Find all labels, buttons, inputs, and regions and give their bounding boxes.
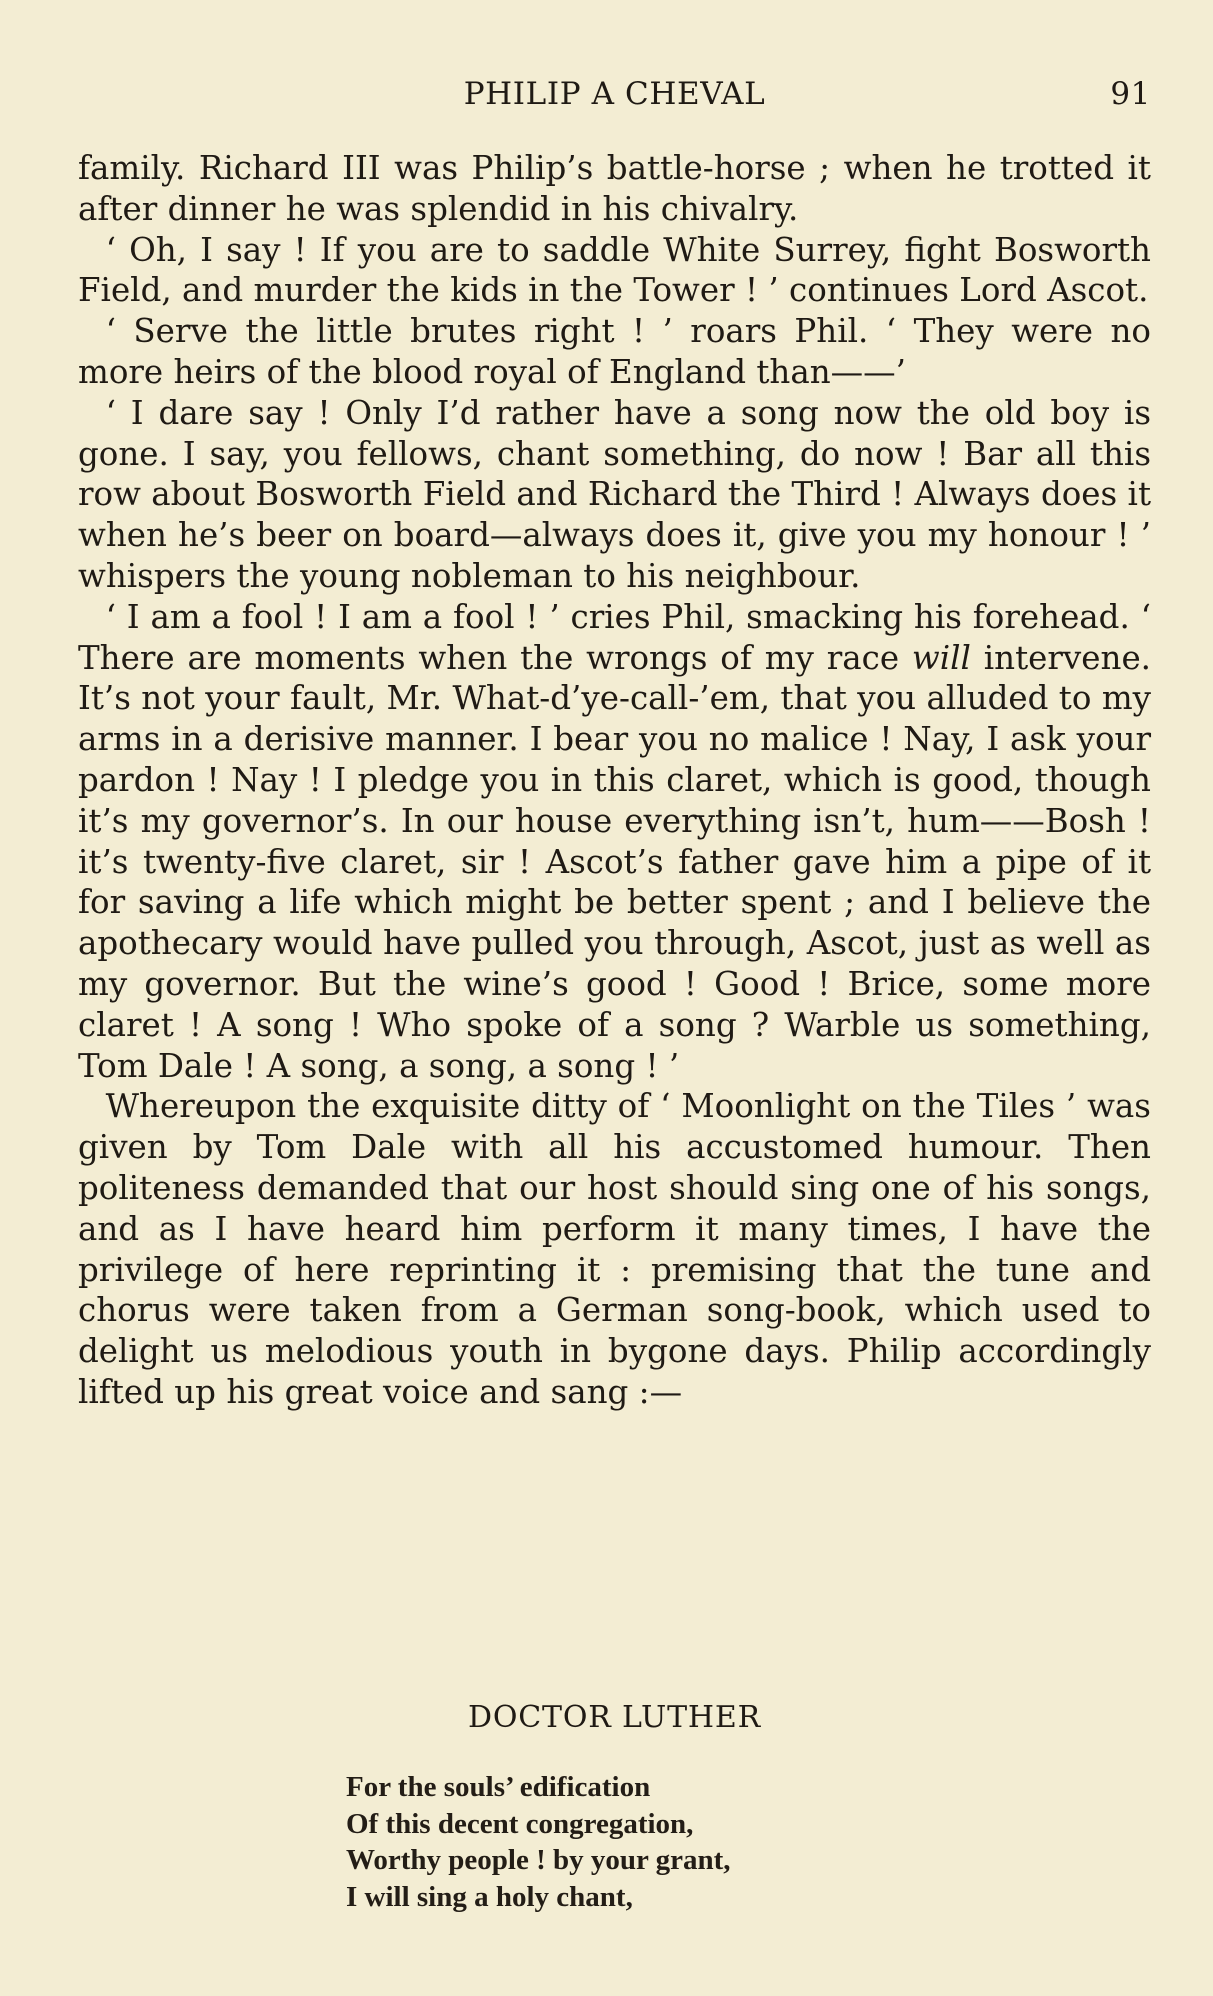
poem [346, 1769, 731, 1915]
page-number: 91 [1110, 76, 1151, 112]
paragraph-text: ‘ I am a fool ! I am a fool ! ’ cries Phil, smacking his forehead. ‘ There are moments when the wrongs of my race [78, 597, 1151, 677]
poem-line: Worthy people ! by your grant, [346, 1844, 731, 1876]
italic-word: will [911, 638, 971, 677]
running-header [78, 76, 1151, 116]
body-text [78, 148, 1151, 1413]
paragraph: ‘ I dare say ! Only I’d rather have a song now the old boy is gone. I say, you fellows, chant something, do now ! Bar all this row about Bosworth Field and Richard the Third ! Always does it when he’s beer on board—always does it, give you my honour ! ’ whispers the young nobleman to his neighbour. [78, 393, 1152, 595]
poem-title: DOCTOR LUTHER [468, 1700, 761, 1735]
paragraph [78, 597, 1151, 1087]
running-title: PHILIP A CHEVAL [463, 76, 766, 112]
paragraph: Whereupon the exquisite ditty of ‘ Moonlight on the Tiles ’ was given by Tom Dale with all his accustomed humour. Then politeness demanded that our host should sing one of his songs, and as I have heard him perform it many times, I have the privilege of here reprinting it : premising that the tune and chorus were taken from a German song-book, which used to delight us melodious youth in bygone days. Philip accordingly lifted up his great voice and sang :— [78, 1087, 1151, 1411]
poem-line: I will sing a holy chant, [346, 1880, 633, 1913]
poem-line: Of this decent congregation, [346, 1807, 694, 1840]
paragraph: ‘ Oh, I say ! If you are to saddle White Surrey, fight Bosworth Field, and murder the kids in the Tower ! ’ continues Lord Ascot. [78, 230, 1151, 310]
poem-line: For the souls’ edification [346, 1771, 651, 1803]
paragraph: ‘ Serve the little brutes right ! ’ roars Phil. ‘ They were no more heirs of the blood royal of England than——’ [78, 312, 1151, 391]
paragraph-text: intervene. It’s not your fault, Mr. What-d’ye-call-’em, that you alluded to my arms in a derisive manner. I bear you no malice ! Nay, I ask your pardon ! Nay ! I pledge you in this claret, which is good, though it’s my governor’s. In our house everything isn’t, hum——Bosh ! it’s twenty-five claret, sir ! Ascot’s father gave him a pipe of it for saving a life which might be better spent ; and I believe the apothecary would have pulled you through, Ascot, just as well as my governor. But the wine’s good ! Good ! Brice, some more claret ! A song ! Who spoke of a song ? Warble us something, Tom Dale ! A song, a song, a song ! ’ [78, 638, 1152, 1085]
paragraph: family. Richard III was Philip’s battle-horse ; when he trotted it after dinner he was splendid in his chivalry. [78, 149, 1151, 228]
